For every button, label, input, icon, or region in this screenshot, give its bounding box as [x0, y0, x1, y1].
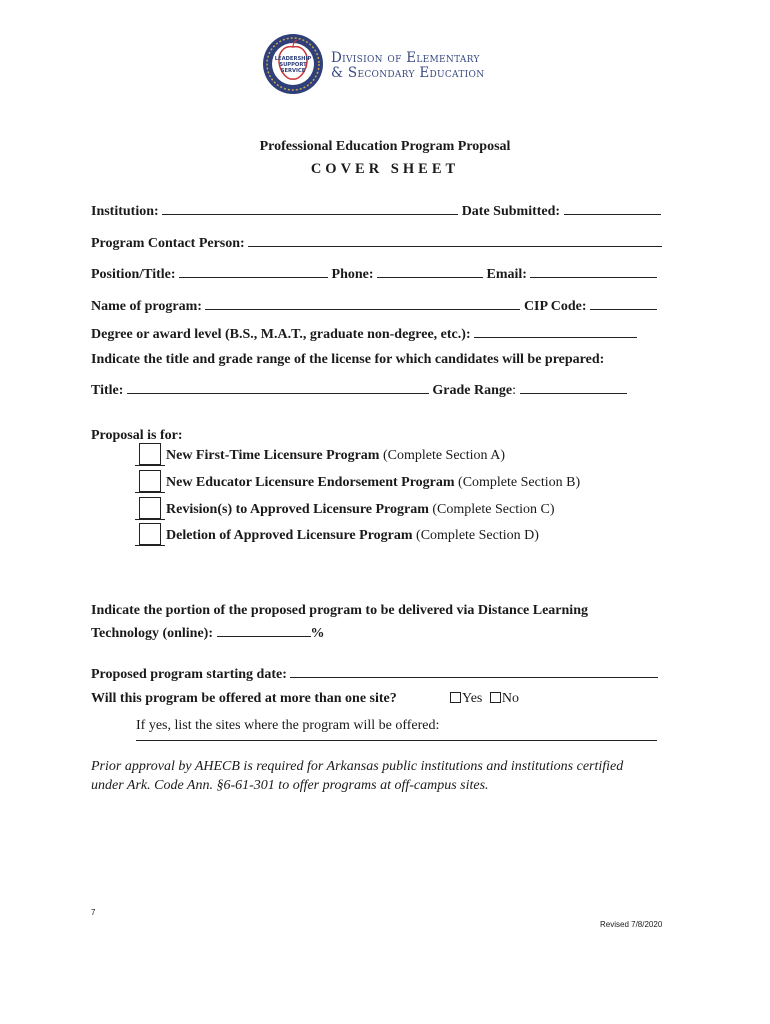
proposal-label: Proposal is for: [91, 428, 183, 443]
title-label: Title: [91, 383, 124, 398]
position-row [91, 264, 657, 283]
start-date-label: Proposed program starting date: [91, 667, 287, 682]
page-number: 7 [91, 908, 96, 917]
phone-field[interactable] [377, 264, 483, 278]
svg-text:SERVICE: SERVICE [280, 68, 306, 74]
yes-label: Yes [462, 691, 483, 706]
option-text [166, 475, 580, 491]
option-checkbox[interactable] [139, 497, 161, 519]
document-subtitle: COVER SHEET [310, 161, 460, 177]
option-text [166, 448, 505, 464]
option-note: (Complete Section A) [382, 448, 506, 463]
grade-range-colon: : [512, 383, 517, 398]
approval-note-line1: Prior approval by AHECB is required for Arkansas public institutions and institutions certified [91, 759, 624, 774]
start-date-field[interactable] [290, 664, 658, 678]
title-field[interactable] [127, 380, 429, 394]
institution-label: Institution: [91, 204, 159, 219]
date-submitted-field[interactable] [564, 201, 661, 215]
program-contact-field[interactable] [248, 233, 662, 247]
option-label: Deletion of Approved Licensure Program [166, 528, 413, 543]
yes-checkbox[interactable] [450, 692, 461, 703]
date-submitted-label: Date Submitted: [461, 204, 561, 219]
option-note: (Complete Section B) [458, 475, 581, 490]
underline [135, 492, 165, 493]
grade-range-field[interactable] [520, 380, 627, 394]
no-checkbox[interactable] [490, 692, 501, 703]
option-checkbox[interactable] [139, 523, 161, 545]
percent-sign: % [310, 626, 325, 641]
email-field[interactable] [530, 264, 657, 278]
sites-instruction: If yes, list the sites where the program will be offered: [136, 718, 440, 733]
distance-percent-field[interactable] [217, 623, 311, 637]
org-line-2: & Secondary Education [331, 65, 485, 81]
license-instruction: Indicate the title and grade range of the license for which candidates will be prepared: [91, 352, 605, 367]
degree-level-field[interactable] [474, 324, 637, 338]
email-label: Email: [486, 267, 527, 282]
document-title: Professional Education Program Proposal [259, 139, 511, 154]
option-checkbox[interactable] [139, 443, 161, 465]
degree-row [91, 324, 637, 343]
underline [135, 545, 165, 546]
degree-level-label: Degree or award level (B.S., M.A.T., graduate non-degree, etc.): [91, 327, 471, 342]
no-label: No [501, 691, 519, 706]
option-label: New Educator Licensure Endorsement Program [166, 475, 455, 490]
cip-code-field[interactable] [590, 296, 657, 310]
option-text [166, 502, 554, 518]
revised-date: Revised 7/8/2020 [600, 920, 663, 929]
program-contact-label: Program Contact Person: [91, 236, 245, 251]
distance-learning-line1: Indicate the portion of the proposed program to be delivered via Distance Learning [91, 603, 588, 618]
contact-row [91, 233, 662, 252]
underline [135, 465, 165, 466]
distance-learning-row [91, 623, 325, 642]
program-name-field[interactable] [205, 296, 520, 310]
option-text [166, 528, 539, 544]
grade-range-label: Grade Range [432, 383, 513, 398]
position-title-label: Position/Title: [91, 267, 176, 282]
underline [135, 519, 165, 520]
institution-field[interactable] [162, 201, 458, 215]
multisite-question: Will this program be offered at more than one site? [91, 691, 397, 706]
option-checkbox[interactable] [139, 470, 161, 492]
sites-field[interactable] [136, 740, 657, 741]
seal-icon [262, 33, 324, 95]
distance-learning-label: Technology (online): [91, 626, 213, 641]
approval-note-line2: under Ark. Code Ann. §6-61-301 to offer programs at off-campus sites. [91, 778, 489, 793]
cip-code-label: CIP Code: [523, 299, 587, 314]
svg-text:LEADERSHIP: LEADERSHIP [274, 56, 312, 62]
svg-text:SUPPORT: SUPPORT [279, 62, 307, 68]
program-name-row [91, 296, 657, 315]
option-label: New First-Time Licensure Program [166, 448, 380, 463]
organization-name [331, 51, 484, 81]
option-note: (Complete Section C) [432, 502, 555, 517]
program-name-label: Name of program: [91, 299, 202, 314]
option-label: Revision(s) to Approved Licensure Program [166, 502, 429, 517]
option-note: (Complete Section D) [416, 528, 539, 543]
position-title-field[interactable] [179, 264, 328, 278]
institution-row [91, 201, 661, 220]
start-date-row [91, 664, 658, 683]
title-row [91, 380, 627, 399]
org-line-1: Division of Elementary [331, 50, 480, 66]
phone-label: Phone: [331, 267, 374, 282]
multisite-options [450, 691, 519, 707]
